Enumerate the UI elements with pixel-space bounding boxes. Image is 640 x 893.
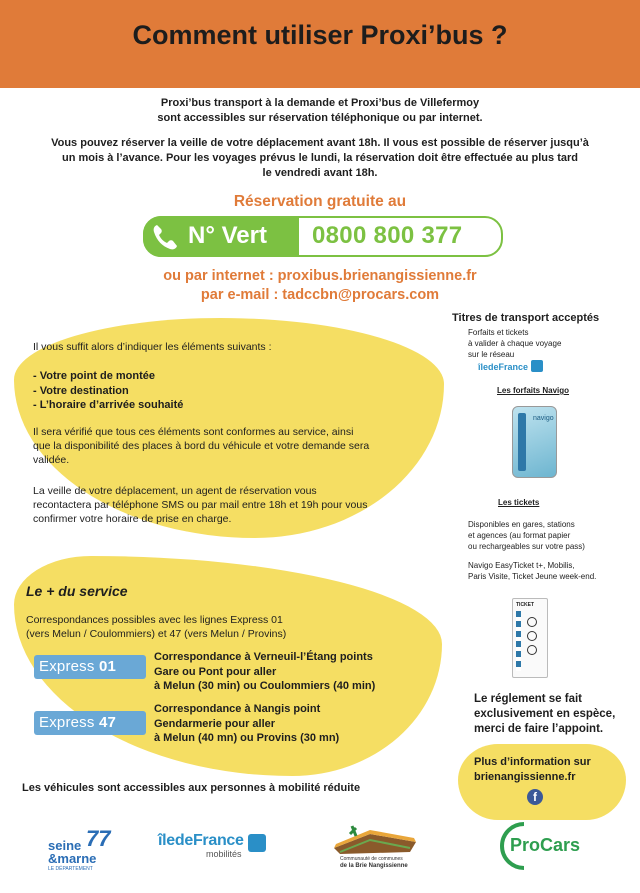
verification-text [33,425,433,467]
callback-line: La veille de votre déplacement, un agent de réservation vous [33,485,317,497]
easy-line: Paris Visite, Ticket Jeune week-end. [468,572,597,581]
intro-line-2: sont accessibles sur réservation téléphonique ou par internet. [157,112,483,124]
navigo-card-text: navigo [533,415,554,422]
express-word: Express [39,714,95,731]
intro-para-line-1: Vous pouvez réserver la veille de votre déplacement avant 18h. Il vous est possible de réserver jusqu’à [51,137,589,149]
forfaits-line: Forfaits et tickets [468,328,529,337]
steps-intro: Il vous suffit alors d’indiquer les éléments suivants : [33,341,272,353]
tickets-types-text [468,560,633,582]
ticket-image [512,598,548,678]
procars-logo-text: ProCars [510,835,581,855]
website-link[interactable]: ou par internet : proxibus.brienangissienne.fr [163,268,477,284]
phone-icon [150,222,180,252]
numero-vert-label: N° Vert [188,222,267,249]
express-01-info [154,650,375,694]
seine-logo-line3: LE DÉPARTEMENT [48,866,93,872]
verif-line: validée. [33,454,70,466]
dispo-line: Disponibles en gares, stations [468,520,575,529]
ticket-word: TICKET [516,602,535,608]
steps-list [33,369,183,413]
callback-line: confirmer votre horaire de prise en charge. [33,513,232,525]
idf-small-text: îledeFrance [478,362,529,372]
communaute-communes-logo [330,822,420,872]
corr-line: Gendarmerie pour aller [154,717,276,730]
intro-heading [0,96,640,126]
dispo-line: et agences (au format papier [468,531,571,540]
ticket-circle [527,645,537,655]
easy-line: Navigo EasyTicket t+, Mobilis, [468,561,575,570]
more-info-line: Plus d’information sur [474,756,591,768]
intro-para-line-2: un mois à l’avance. Pour les voyages prévus le lundi, la réservation doit être effectuée au plus tard [62,152,578,164]
ticket-circle [527,631,537,641]
corresp-line: Correspondances possibles avec les lignes Express 01 [26,614,283,626]
plus-service-title: Le + du service [26,583,128,599]
contact-links [0,267,640,305]
express-47-badge [34,711,146,735]
payment-line: exclusivement en espèce, [474,708,616,720]
express-01-badge [34,655,146,679]
seine-et-marne-logo [48,826,126,874]
correspondances-text [26,613,356,641]
idf-mobilites-small-logo [478,360,543,372]
cc-logo-line2: de la Brie Nangissienne [340,863,408,869]
titres-title: Titres de transport acceptés [452,312,600,324]
tickets-label: Les tickets [498,498,540,507]
dispo-line: ou rechargeables sur votre pass) [468,542,585,551]
list-item: - Votre destination [33,384,129,397]
seine-logo-number: 77 [86,826,111,851]
idf-mobilites-logo [158,832,270,862]
intro-paragraph [0,136,640,181]
corr-line: Gare ou Pont pour aller [154,665,277,678]
cc-logo-graphic [330,822,420,856]
corr-line: Correspondance à Nangis point [154,703,321,715]
facebook-icon[interactable]: f [527,789,543,805]
corr-line: à Melun (40 mn) ou Provins (30 mn) [154,732,340,744]
express-47-info [154,702,339,746]
verif-line: que la disponibilité des places à bord du véhicule et votre demande sera [33,440,370,452]
list-item: - Votre point de montée [33,370,156,382]
email-link[interactable]: par e-mail : tadccbn@procars.com [200,287,440,303]
payment-line: Le réglement se fait [474,693,583,705]
phone-number[interactable]: 0800 800 377 [312,222,463,249]
forfaits-line: sur le réseau [468,350,515,359]
express-word: Express [39,658,95,675]
callback-text [33,484,433,526]
procars-logo [498,820,598,872]
callback-line: recontactera par téléphone SMS ou par mail entre 18h et 19h pour vous [33,499,368,511]
payment-line: merci de faire l’appoint. [474,723,604,735]
more-info [474,755,591,784]
seine-logo-line1: seine [48,838,82,853]
corr-line: à Melun (30 min) ou Coulommiers (40 min) [154,680,376,692]
corresp-line: (vers Melun / Coulommiers) et 47 (vers Melun / Provins) [26,628,287,640]
forfaits-line: à valider à chaque voyage [468,339,562,348]
forfaits-text [468,327,561,360]
page-title: Comment utiliser Proxi’bus ? [132,20,508,50]
express-number: 47 [98,714,117,731]
tickets-availability-text [468,519,633,552]
idf-person-icon [531,360,543,372]
express-number: 01 [98,658,117,675]
idf-logo-text: îledeFrance [158,832,244,849]
navigo-card-stripe [518,413,526,471]
ticket-strip [516,611,521,671]
reservation-title: Réservation gratuite au [233,193,407,210]
payment-note [474,692,615,737]
verif-line: Il sera vérifié que tous ces éléments sont conformes au service, ainsi [33,426,354,438]
idf-person-icon [248,834,266,852]
idf-logo-sub: mobilités [206,849,242,859]
corr-line: Correspondance à Verneuil-l’Étang points [154,651,373,663]
list-item: - L’horaire d’arrivée souhaité [33,399,184,411]
navigo-card-image [512,406,557,478]
more-info-website[interactable]: brienangissienne.fr [474,770,576,783]
navigo-label: Les forfaits Navigo [497,386,570,395]
intro-para-line-3: le vendredi avant 18h. [262,167,378,179]
intro-line-1: Proxi’bus transport à la demande et Proxi’bus de Villefermoy [160,97,480,109]
cc-logo-line1: Communauté de communes [340,856,403,862]
header-banner [0,0,640,88]
accessibility-note: Les véhicules sont accessibles aux personnes à mobilité réduite [22,782,361,794]
seine-logo-line2: &marne [48,851,97,866]
ticket-circle [527,617,537,627]
